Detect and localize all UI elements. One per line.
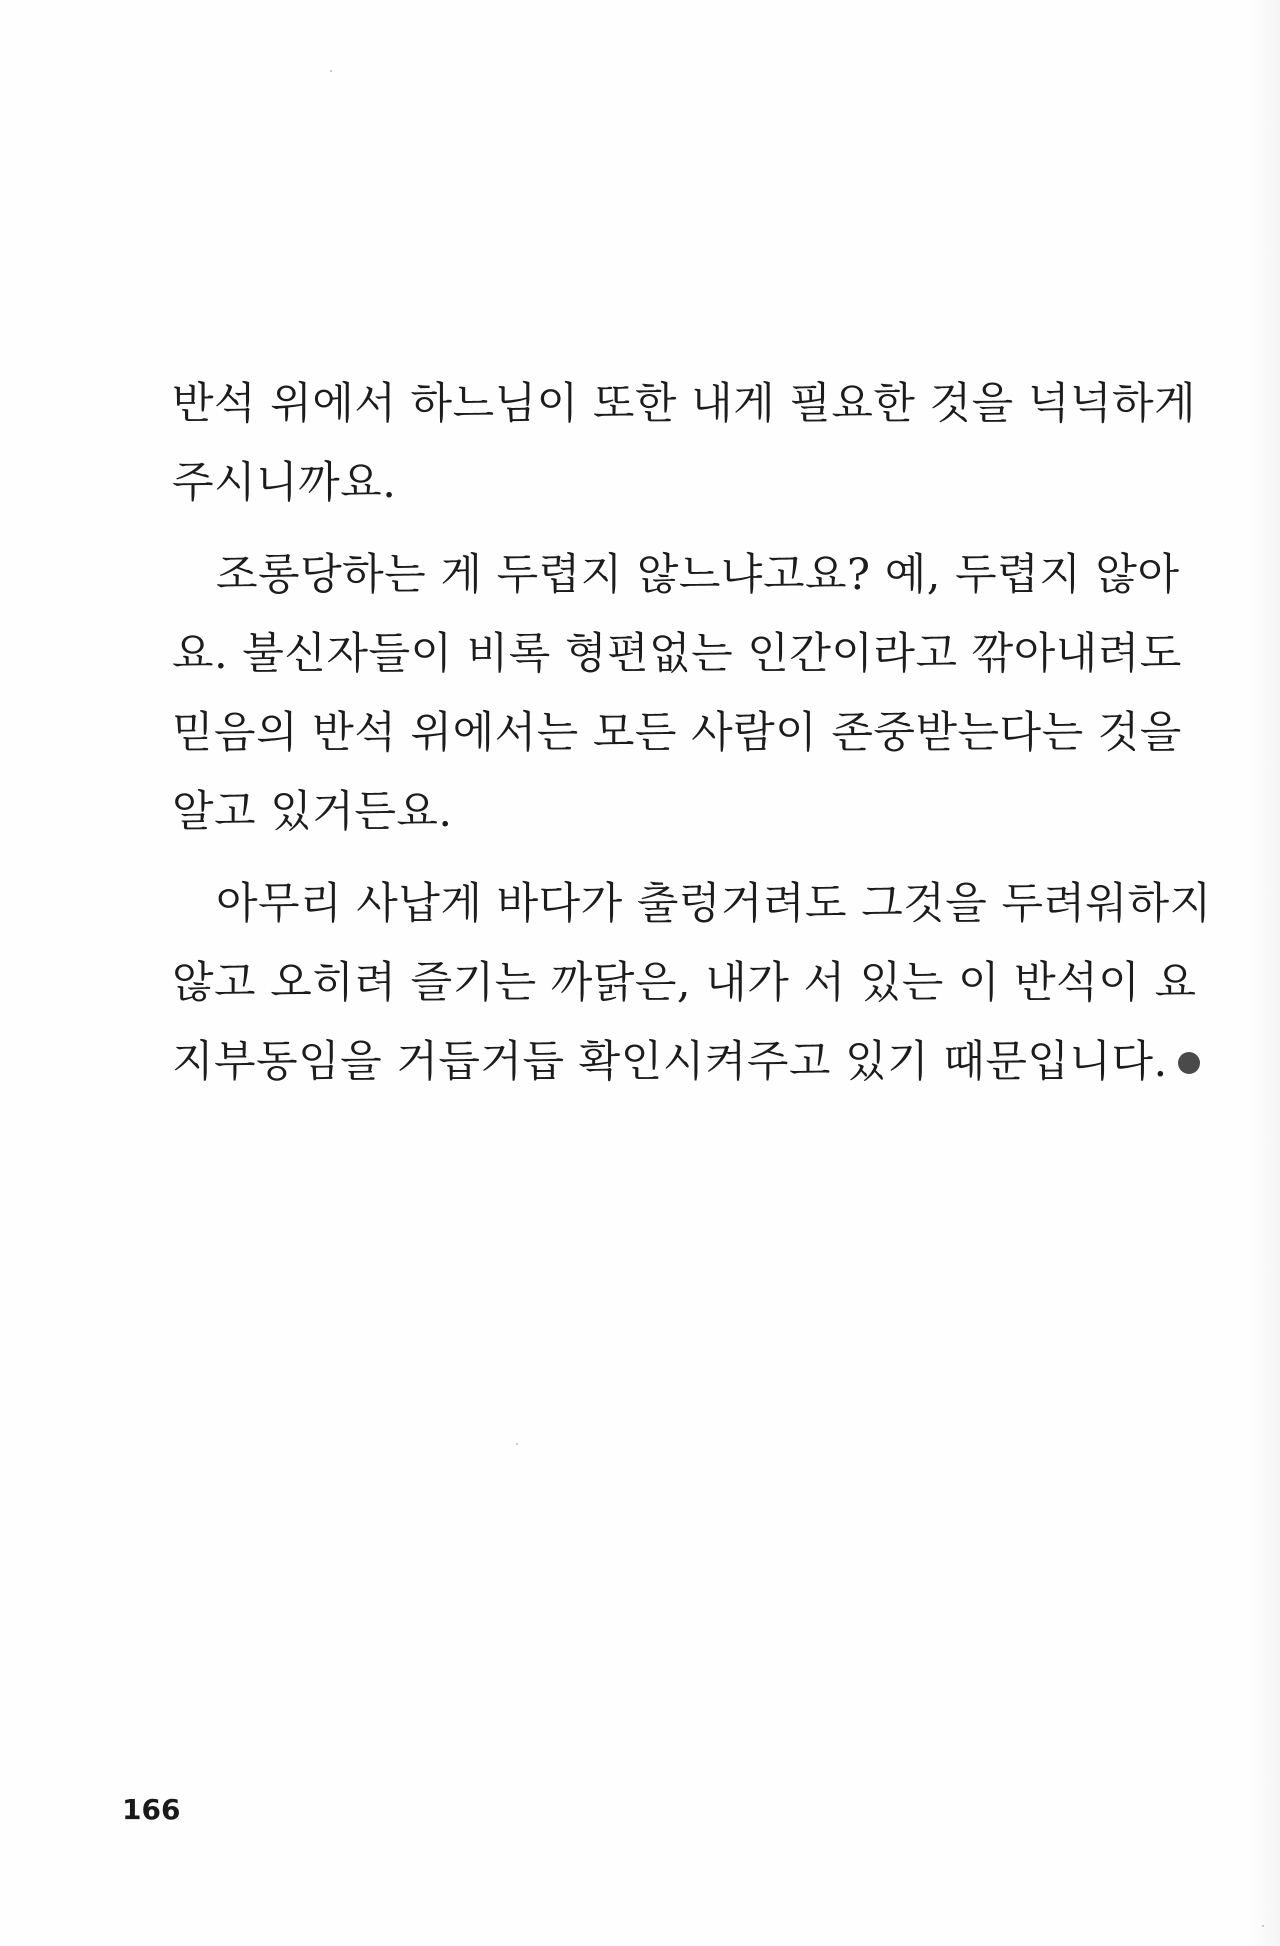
- text-line: 조롱당하는 게 두렵지 않느냐고요? 예, 두렵지 않아: [216, 550, 1180, 600]
- scan-speck: [1262, 1925, 1264, 1927]
- text-line: 주시니까요.: [172, 458, 397, 508]
- text-line: 반석 위에서 하느님이 또한 내게 필요한 것을 넉넉하게: [172, 379, 1197, 429]
- text-line-final: [172, 1023, 1168, 1102]
- text-line: 아무리 사납게 바다가 출렁거려도 그것을 두려워하지: [216, 879, 1212, 929]
- text-line: 믿음의 반석 위에서는 모든 사람이 존중받는다는 것을: [172, 708, 1182, 758]
- filled-circle-icon: [1178, 1052, 1200, 1074]
- scan-speck: [516, 1443, 518, 1445]
- scan-speck: [330, 70, 332, 72]
- text-line-content: 지부동임을 거듭거듭 확인시켜주고 있기 때문입니다.: [172, 1037, 1168, 1087]
- text-line: 요. 불신자들이 비록 형편없는 인간이라고 깎아내려도: [172, 629, 1182, 679]
- text-line: 않고 오히려 즐기는 까닭은, 내가 서 있는 이 반석이 요: [172, 958, 1197, 1008]
- page-edge-shadow: [1246, 0, 1280, 1946]
- body-text: [172, 365, 1212, 1102]
- page-number: 166: [122, 1793, 181, 1826]
- text-line: 알고 있거든요.: [172, 787, 453, 837]
